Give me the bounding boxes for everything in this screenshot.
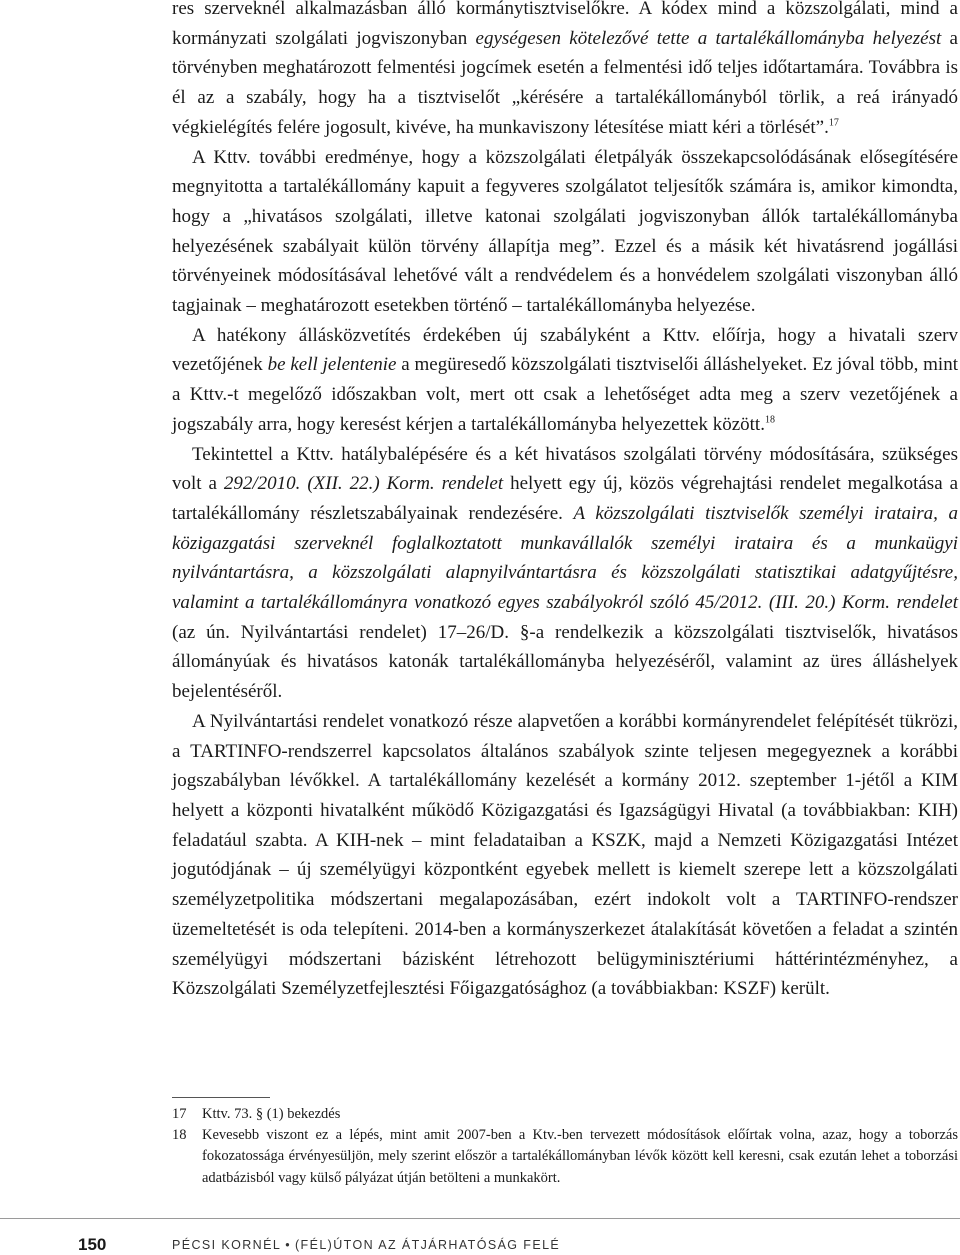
- footer-author: PÉCSI KORNÉL: [172, 1238, 282, 1252]
- main-text: [172, 0, 958, 1004]
- text-run: „kérésére a tartalékállományból törlik, a reá irányadó végkielégítés felére jogosult, kivéve, ha munkaviszony létesítése miatt kéri a törlését”.: [172, 87, 958, 138]
- footnote-18: [172, 1125, 958, 1189]
- italic-run: 292/2010. (XII. 22.) Korm. rendelet: [223, 473, 504, 495]
- text-run: res szerveknél alkalmazásban álló kormánytisztviselőkre. A kódex mind a közszolgálati, mind a kormányzati szolgálati jogviszonyban: [172, 0, 958, 49]
- footnote-text: Kttv. 73. § (1) bekezdés: [202, 1106, 341, 1122]
- text-run: helyett egy új, közös végrehajtási rendelet megalkotása a tartalékállomány részletszabályainak rendezésére.: [172, 473, 959, 524]
- text-run: A Nyilvántartási rendelet vonatkozó része alapvetően a korábbi kormányrendelet felépítését tükrözi, a TARTINFO-rendszerrel kapcsolatos általános szabályok szinte teljesen megegyeznek a korábbi jogszabályban lévőkkel. A tartalékállomány kezelését a kormány 2012. szeptember 1-jétől a KIM helyett a központi hivatalként működő Közigazgatási és Igazságügyi Hivatal (a továbbiakban: KIH) feladatául szabta. A KIH-nek – mint feladataiban a KSZK, majd a Nemzeti Közigazgatási Intézet jogutódjának – új személyügyi központként egyebek mellett is kiemelt szerepe lett a közszolgálati személyzetpolitika módszertani megalapozásában, ezért indokolt volt a TARTINFO-rendszer üzemeltetését is oda telepíteni. 2014-ben a kormányszerkezet átalakítását követően a feladat a szintén személyügyi módszertani bázisként létrehozott belügyminisztériumi háttérintézményhez, a Közszolgálati Személyzetfejlesztési Főigazgatósághoz (a továbbiakban: KSZF) került.: [172, 710, 958, 1000]
- italic-run: A közszolgálati tisztviselők személyi irataira, a közigazgatási szerveknél foglalkoztatott munkavállalók személyi irataira és a munkaügyi nyilvántartásra, a közszolgálati alapnyilvántartásra és közszolgálati statisztikai adatgyűjtésre, valamint a tartalékállományra vonatkozó egyes szabályokról szóló 45/2012. (III. 20.) Korm. rendelet: [172, 502, 958, 614]
- paragraph-1: [172, 0, 958, 143]
- text-run: Tekintettel a Kttv. hatálybalépésére és a két hivatásos szolgálati törvény módosítására, szükséges volt a: [172, 443, 958, 495]
- footnotes: [172, 1104, 958, 1189]
- text-run: A hatékony állásközvetítés érdekében új szabályként a Kttv. előírja, hogy a hivatali szerv vezetőjének: [172, 324, 958, 376]
- paragraph-4: [172, 440, 958, 707]
- italic-run: egységesen kötelezővé tette a tartalékállományba helyezést: [475, 27, 942, 49]
- footnote-number: 18: [172, 1127, 187, 1144]
- italic-run: be kell jelentenie: [267, 354, 397, 376]
- text-run: a megüresedő közszolgálati tisztviselői álláshelyeket. Ez jóval több, mint a Kttv.-t megelőző időszakban volt, mert ott csak a lehetőséget adta meg a szerv vezetőjének a jogszabály arra, hogy keresést kérjen a tartalékállományba helyezettek között.: [172, 354, 958, 435]
- footnote-17: [172, 1104, 958, 1125]
- footer-title: (FÉL)ÚTON AZ ÁTJÁRHATÓSÁG FELÉ: [294, 1238, 561, 1252]
- running-footer: [172, 1238, 560, 1252]
- footnote-number: 17: [172, 1106, 187, 1122]
- footnote-ref: 18: [764, 414, 775, 426]
- text-run: a törvényben meghatározott felmentési jogcímek esetén a felmentési idő teljes időtartamára. Továbbra is él az a szabály, hogy ha a tisztviselőt: [172, 27, 958, 109]
- footnote-divider: [172, 1097, 270, 1098]
- footnote-ref: 17: [828, 117, 839, 129]
- page-number: 150: [78, 1235, 107, 1254]
- footer-separator: •: [285, 1238, 291, 1252]
- paragraph-2: [172, 143, 958, 321]
- text-run: (az ún. Nyilvántartási rendelet) 17–26/D. §-a rendelkezik a közszolgálati tisztviselők, hivatásos állományúak és hivatásos katonák tartalékállományba helyezéséről, valamint az üres álláshelyek bejelentéséről.: [172, 621, 958, 703]
- footer-divider: [0, 1218, 960, 1219]
- paragraph-3: [172, 321, 958, 440]
- text-run: A Kttv. további eredménye, hogy a közszolgálati életpályák összekapcsolódásának elősegítésére megnyitotta a tartalékállomány kapuit a fegyveres szolgálatot teljesítők számára is, amikor kimondta, hogy a „hivatásos szolgálati, illetve katonai szolgálati jogviszonyban állók tartalékállományba helyezésének szabályait külön törvény állapítja meg”. Ezzel és a másik két hivatásrend jogállási törvényeinek módosításával lehetővé vált a rendvédelem és a honvédelem szolgálati viszonyban álló tagjainak – meghatározott esetekben történő – tartalékállományba helyezése.: [172, 146, 958, 317]
- footnote-text: Kevesebb viszont ez a lépés, mint amit 2007-ben a Ktv.-ben tervezett módosítások előírtak volna, azaz, hogy a toborzás fokozatossága érvényesüljön, mely szerint először a tartalékállományban lévők között kell keresni, csak ezután lehet a toborzási adatbázisból vagy külső pályázat útján betölteni a munkakört.: [202, 1127, 958, 1186]
- paragraph-5: [172, 707, 958, 1004]
